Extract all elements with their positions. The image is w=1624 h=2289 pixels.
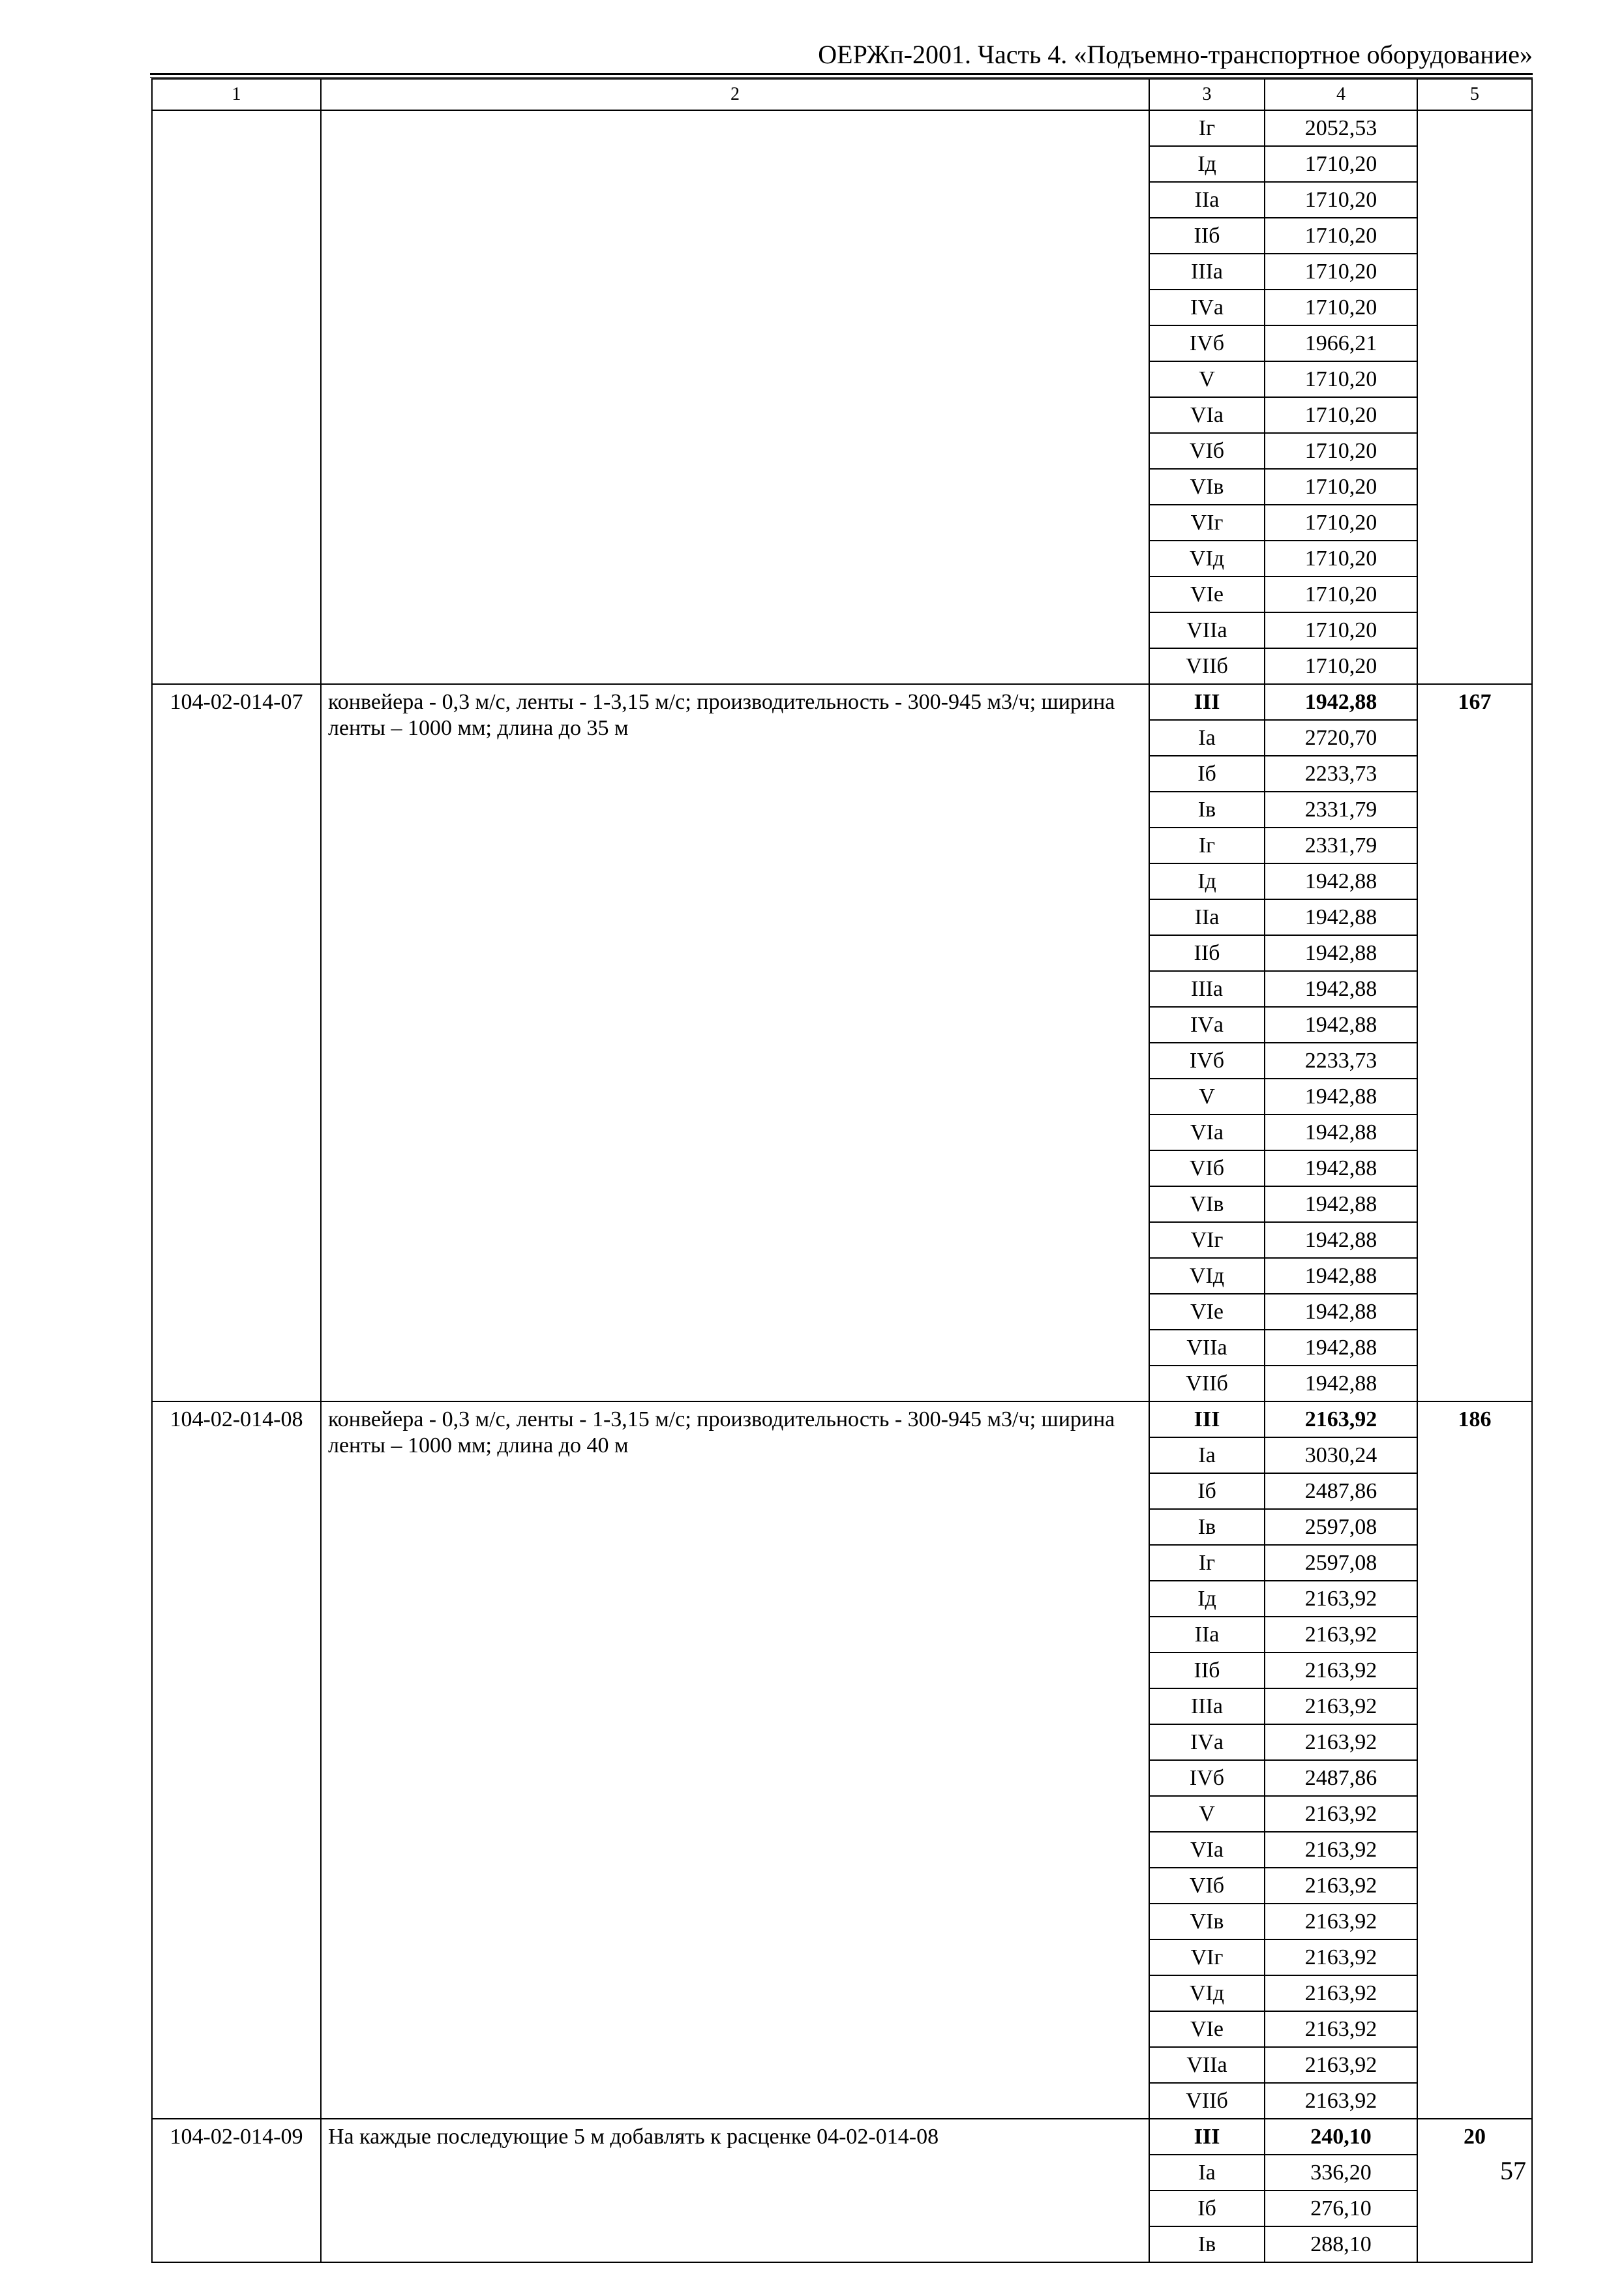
page-number: 57 [1500, 2156, 1526, 2185]
zone-cell: VIе [1149, 576, 1265, 612]
zone-cell: VIIб [1149, 1366, 1265, 1401]
zone-cell: IIIа [1149, 971, 1265, 1007]
zone-cell: IVа [1149, 1007, 1265, 1043]
zone-cell: VIб [1149, 1150, 1265, 1186]
price-cell: 1710,20 [1265, 612, 1417, 648]
price-cell: 1710,20 [1265, 541, 1417, 576]
price-cell: 1710,20 [1265, 290, 1417, 325]
price-cell: 1942,88 [1265, 1079, 1417, 1115]
zone-cell: IIб [1149, 218, 1265, 254]
zone-cell: VIIа [1149, 2047, 1265, 2083]
zone-cell: VIIа [1149, 612, 1265, 648]
zone-cell: Iв [1149, 2226, 1265, 2262]
price-cell: 1942,88 [1265, 863, 1417, 899]
zone-cell: VIа [1149, 397, 1265, 433]
rates-table-body [152, 79, 1532, 2262]
price-cell: 1942,88 [1265, 1115, 1417, 1150]
price-cell: 2163,92 [1265, 1724, 1417, 1760]
zone-cell: IVа [1149, 290, 1265, 325]
price-cell: 1710,20 [1265, 218, 1417, 254]
zone-cell: VIе [1149, 1294, 1265, 1330]
price-cell: 1710,20 [1265, 146, 1417, 182]
column-number-row [152, 79, 1532, 110]
price-cell: 1942,88 [1265, 1222, 1417, 1258]
price-cell: 2597,08 [1265, 1509, 1417, 1545]
zone-cell: IVб [1149, 325, 1265, 361]
zone-cell: IIIа [1149, 1688, 1265, 1724]
price-cell: 2331,79 [1265, 828, 1417, 863]
zone-cell: Iд [1149, 863, 1265, 899]
table-row [152, 1401, 1532, 1437]
zone-cell: IIа [1149, 899, 1265, 935]
zone-cell: VIв [1149, 1904, 1265, 1939]
zone-cell: VIг [1149, 505, 1265, 541]
table-row [152, 2119, 1532, 2155]
zone-cell: III [1149, 2119, 1265, 2155]
zone-cell: Iд [1149, 146, 1265, 182]
zone-cell: IIа [1149, 182, 1265, 218]
zone-cell: Iа [1149, 1437, 1265, 1473]
zone-cell: III [1149, 684, 1265, 720]
price-cell: 1942,88 [1265, 1150, 1417, 1186]
price-cell: 1710,20 [1265, 254, 1417, 290]
table-row [152, 684, 1532, 720]
price-cell: 288,10 [1265, 2226, 1417, 2262]
zone-cell: VIг [1149, 1222, 1265, 1258]
zone-cell: V [1149, 361, 1265, 397]
price-cell: 1942,88 [1265, 1366, 1417, 1401]
column-header: 4 [1265, 79, 1417, 110]
table-row [152, 110, 1532, 146]
price-cell: 1710,20 [1265, 505, 1417, 541]
labor-rate: 167 [1417, 684, 1532, 1401]
price-cell: 336,20 [1265, 2155, 1417, 2191]
zone-cell: Iв [1149, 792, 1265, 828]
price-cell: 1942,88 [1265, 684, 1417, 720]
zone-cell: VIа [1149, 1115, 1265, 1150]
description-cell [321, 110, 1149, 684]
zone-cell: IVб [1149, 1043, 1265, 1079]
labor-rate: 186 [1417, 1401, 1532, 2119]
price-cell: 2163,92 [1265, 1688, 1417, 1724]
zone-cell: Iб [1149, 1473, 1265, 1509]
price-cell: 2163,92 [1265, 1975, 1417, 2011]
zone-cell: III [1149, 1401, 1265, 1437]
price-cell: 2163,92 [1265, 1401, 1417, 1437]
rate-description: конвейера - 0,3 м/с, ленты - 1-3,15 м/с; производительность - 300-945 м3/ч; ширина ленты – 1000 мм; длина до 35 м [321, 684, 1149, 1401]
column-header: 5 [1417, 79, 1532, 110]
price-cell: 2233,73 [1265, 1043, 1417, 1079]
zone-cell: VIв [1149, 469, 1265, 505]
zone-cell: IIа [1149, 1617, 1265, 1653]
zone-cell: VIIб [1149, 2083, 1265, 2119]
zone-cell: IIIа [1149, 254, 1265, 290]
price-cell: 2163,92 [1265, 1796, 1417, 1832]
code-cell [152, 110, 321, 684]
price-cell: 2163,92 [1265, 1904, 1417, 1939]
price-cell: 2052,53 [1265, 110, 1417, 146]
zone-cell: VIг [1149, 1939, 1265, 1975]
zone-cell: VIIа [1149, 1330, 1265, 1366]
zone-cell: IVб [1149, 1760, 1265, 1796]
price-cell: 1710,20 [1265, 182, 1417, 218]
price-cell: 1966,21 [1265, 325, 1417, 361]
price-cell: 1942,88 [1265, 971, 1417, 1007]
price-cell: 1942,88 [1265, 1258, 1417, 1294]
zone-cell: Iд [1149, 1581, 1265, 1617]
price-cell: 276,10 [1265, 2191, 1417, 2226]
price-cell: 2163,92 [1265, 1581, 1417, 1617]
zone-cell: VIб [1149, 433, 1265, 469]
price-cell: 2163,92 [1265, 1617, 1417, 1653]
zone-cell: V [1149, 1079, 1265, 1115]
zone-cell: VIб [1149, 1868, 1265, 1904]
zone-cell: IVа [1149, 1724, 1265, 1760]
price-cell: 1942,88 [1265, 1294, 1417, 1330]
price-cell: 2163,92 [1265, 1868, 1417, 1904]
price-cell: 1942,88 [1265, 935, 1417, 971]
price-cell: 2720,70 [1265, 720, 1417, 756]
price-cell: 2331,79 [1265, 792, 1417, 828]
price-cell: 2487,86 [1265, 1473, 1417, 1509]
rate-description: конвейера - 0,3 м/с, ленты - 1-3,15 м/с; производительность - 300-945 м3/ч; ширина ленты – 1000 мм; длина до 40 м [321, 1401, 1149, 2119]
rate-code: 104-02-014-09 [152, 2119, 321, 2262]
rate-code: 104-02-014-08 [152, 1401, 321, 2119]
header-rule-thin [150, 77, 1533, 78]
zone-cell: V [1149, 1796, 1265, 1832]
price-cell: 2163,92 [1265, 2011, 1417, 2047]
zone-cell: VIд [1149, 1258, 1265, 1294]
zone-cell: VIв [1149, 1186, 1265, 1222]
zone-cell: Iб [1149, 756, 1265, 792]
price-cell: 3030,24 [1265, 1437, 1417, 1473]
price-cell: 1710,20 [1265, 433, 1417, 469]
price-cell: 1942,88 [1265, 1330, 1417, 1366]
price-cell: 2163,92 [1265, 1939, 1417, 1975]
column-header: 1 [152, 79, 321, 110]
zone-cell: Iа [1149, 2155, 1265, 2191]
price-cell: 2163,92 [1265, 1653, 1417, 1688]
price-cell: 1710,20 [1265, 648, 1417, 684]
price-cell: 2163,92 [1265, 1832, 1417, 1868]
price-cell: 2233,73 [1265, 756, 1417, 792]
zone-cell: Iв [1149, 1509, 1265, 1545]
price-cell: 2163,92 [1265, 2047, 1417, 2083]
zone-cell: Iб [1149, 2191, 1265, 2226]
price-cell: 240,10 [1265, 2119, 1417, 2155]
price-cell: 1710,20 [1265, 397, 1417, 433]
price-cell: 1942,88 [1265, 1186, 1417, 1222]
zone-cell: Iг [1149, 110, 1265, 146]
column-header: 3 [1149, 79, 1265, 110]
zone-cell: VIа [1149, 1832, 1265, 1868]
zone-cell: IIб [1149, 1653, 1265, 1688]
column-header: 2 [321, 79, 1149, 110]
price-cell: 1942,88 [1265, 1007, 1417, 1043]
labor-rate: 20 [1417, 2119, 1532, 2262]
rate-description: На каждые последующие 5 м добавлять к расценке 04-02-014-08 [321, 2119, 1149, 2262]
price-cell: 1710,20 [1265, 576, 1417, 612]
header-rule [150, 73, 1533, 75]
price-cell: 1710,20 [1265, 361, 1417, 397]
price-cell: 2487,86 [1265, 1760, 1417, 1796]
page-header: ОЕРЖп-2001. Часть 4. «Подъемно-транспортное оборудование» [818, 40, 1533, 69]
price-cell: 1942,88 [1265, 899, 1417, 935]
zone-cell: VIд [1149, 541, 1265, 576]
price-cell: 2597,08 [1265, 1545, 1417, 1581]
zone-cell: Iа [1149, 720, 1265, 756]
price-cell: 2163,92 [1265, 2083, 1417, 2119]
zone-cell: VIIб [1149, 648, 1265, 684]
zone-cell: Iг [1149, 1545, 1265, 1581]
price-cell: 1710,20 [1265, 469, 1417, 505]
rate-code: 104-02-014-07 [152, 684, 321, 1401]
rate-cell [1417, 110, 1532, 684]
zone-cell: Iг [1149, 828, 1265, 863]
zone-cell: VIе [1149, 2011, 1265, 2047]
rates-table [151, 78, 1533, 2263]
zone-cell: VIд [1149, 1975, 1265, 2011]
zone-cell: IIб [1149, 935, 1265, 971]
